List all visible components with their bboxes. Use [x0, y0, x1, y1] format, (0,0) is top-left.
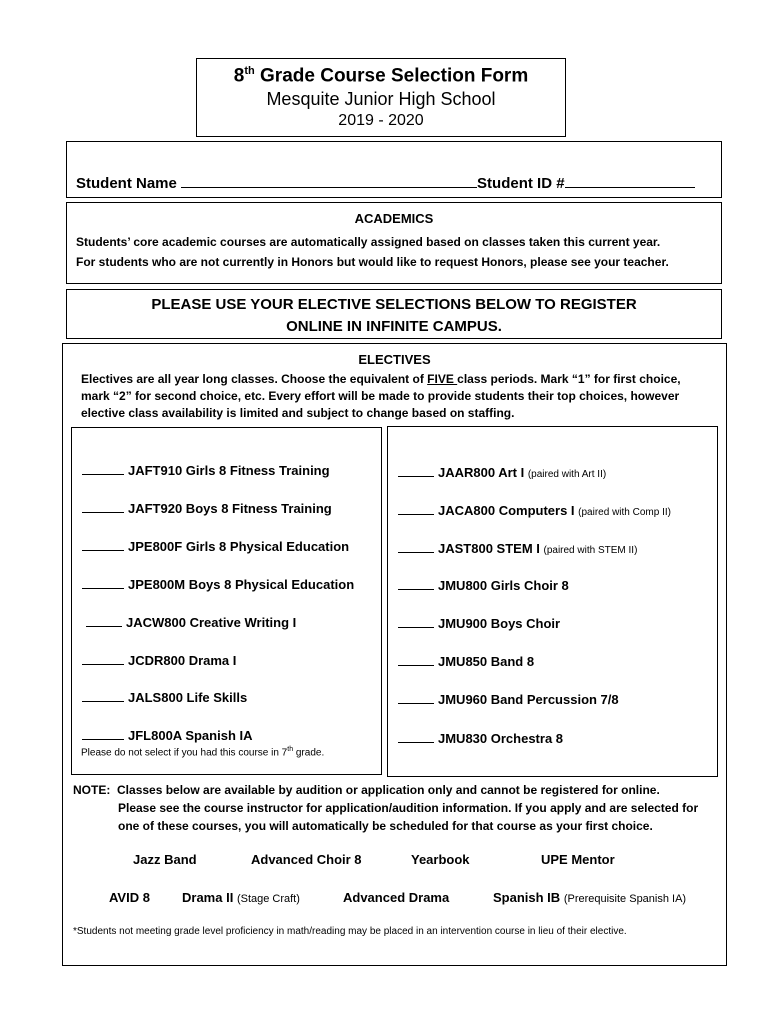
registration-notice [66, 289, 722, 339]
footnote: *Students not meeting grade level proficiency in math/reading may be placed in an intervention course in lieu of their elective. [73, 926, 627, 937]
student-id-field[interactable] [565, 173, 695, 188]
academics-line-1: Students’ core academic courses are automatically assigned based on classes taken this current year. [76, 235, 661, 249]
course-option[interactable]: JMU900 Boys Choir [398, 616, 560, 631]
course-option[interactable]: JACA800 Computers I (paired with Comp II) [398, 503, 671, 518]
audition-note: NOTE: Classes below are available by audition or application only and cannot be registered for online. Please see the course instructor for application/audition information. If you apply and are selected for one of these courses, you will automatically be scheduled for that course as your first choice. [73, 783, 699, 833]
audition-course: Yearbook [411, 852, 470, 867]
spanish-note: Please do not select if you had this course in 7th grade. [81, 746, 325, 759]
course-option[interactable]: JCDR800 Drama I [82, 653, 236, 668]
form-title-box [196, 58, 566, 137]
academics-box [66, 202, 722, 284]
course-option[interactable]: JMU850 Band 8 [398, 654, 534, 669]
course-option[interactable]: JACW800 Creative Writing I [86, 615, 296, 630]
academics-heading: ACADEMICS [354, 211, 434, 226]
course-option[interactable]: JALS800 Life Skills [82, 690, 247, 705]
electives-left-column [71, 427, 382, 775]
school-year: 2019 - 2020 [338, 112, 424, 130]
course-option[interactable]: JPE800M Boys 8 Physical Education [82, 577, 354, 592]
form-title: 8th Grade Course Selection Form [233, 65, 529, 87]
course-option[interactable]: JMU800 Girls Choir 8 [398, 578, 569, 593]
student-info-box [66, 141, 722, 198]
audition-course: Advanced Choir 8 [251, 852, 362, 867]
student-name-field[interactable] [181, 173, 477, 188]
course-option[interactable]: JAFT920 Boys 8 Fitness Training [82, 501, 332, 516]
course-option[interactable]: JPE800F Girls 8 Physical Education [82, 539, 349, 554]
course-option[interactable]: JMU830 Orchestra 8 [398, 731, 563, 746]
course-option[interactable]: JFL800A Spanish IA [82, 728, 253, 743]
electives-box [62, 343, 727, 966]
electives-description: Electives are all year long classes. Choose the equivalent of FIVE class periods. Mark “1” for first choice, mark “2” for second choice, etc. Every effort will be made to provide students their top choices, however elective class availability is limited and subject to change based on staffing. [81, 372, 681, 420]
audition-course: AVID 8 [109, 890, 150, 905]
course-option[interactable]: JAST800 STEM I (paired with STEM II) [398, 541, 637, 556]
audition-course: Jazz Band [133, 852, 197, 867]
audition-course: Advanced Drama [343, 890, 450, 905]
audition-course: UPE Mentor [541, 852, 615, 867]
audition-course: Spanish IB (Prerequisite Spanish IA) [493, 890, 687, 905]
audition-course: Drama II (Stage Craft) [182, 890, 300, 905]
electives-heading: ELECTIVES [358, 352, 431, 367]
academics-line-2: For students who are not currently in Honors but would like to request Honors, please see your teacher. [76, 255, 669, 269]
notice-line-1: PLEASE USE YOUR ELECTIVE SELECTIONS BELOW TO REGISTER [151, 296, 637, 313]
course-option[interactable]: JMU960 Band Percussion 7/8 [398, 692, 619, 707]
notice-line-2: ONLINE IN INFINITE CAMPUS. [286, 318, 502, 335]
course-option[interactable]: JAAR800 Art I (paired with Art II) [398, 465, 606, 480]
electives-right-column [387, 426, 718, 777]
student-name-label: Student Name [76, 175, 177, 192]
course-option[interactable]: JAFT910 Girls 8 Fitness Training [82, 463, 330, 478]
school-name: Mesquite Junior High School [266, 89, 496, 110]
student-id-label: Student ID # [477, 175, 565, 192]
